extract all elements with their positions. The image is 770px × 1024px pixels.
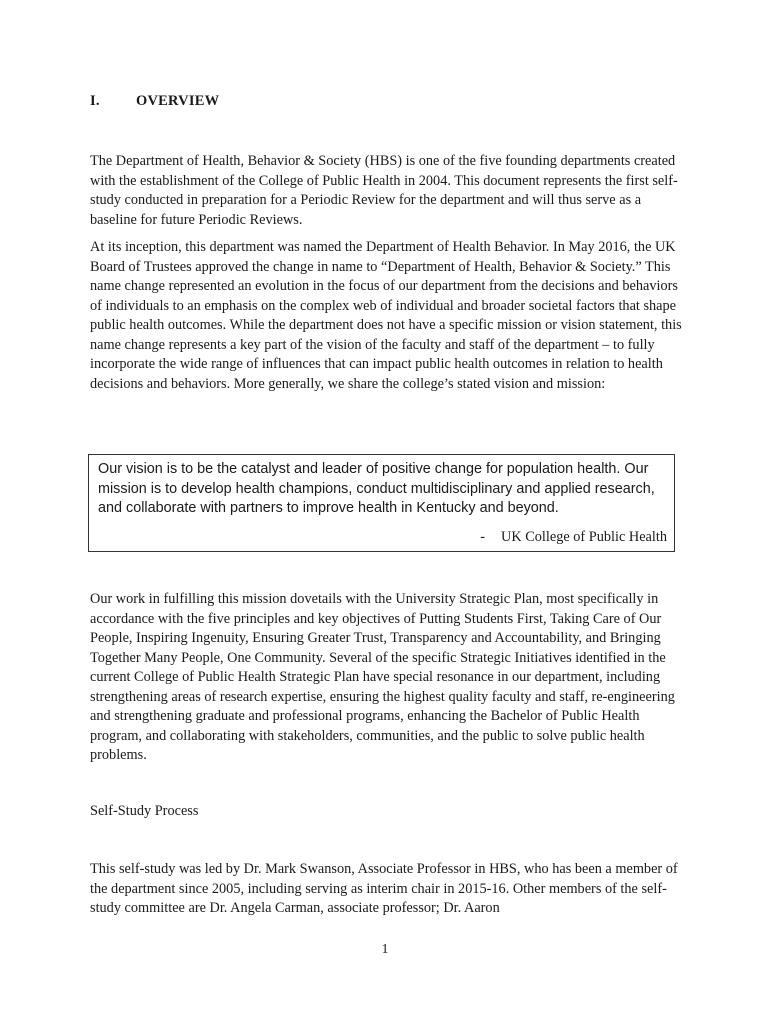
strategic-plan-paragraph: Our work in fulfilling this mission dovetails with the University Strategic Plan, most specifically in accordance with the five principles and key objectives of Putting Students First, Taking Care of Our People, Inspiring Ingenuity, Ensuring Greater Trust, Transparency and Accountability, and Bringing Together Many People, One Community. Several of the specific Strategic Initiatives identified in the current College of Public Health Strategic Plan have special resonance in our department, including strengthening areas of research expertise, ensuring the highest quality faculty and staff, re-engineering and strengthening graduate and professional programs, enhancing the Bachelor of Public Health program, and collaborating with stakeholders, communities, and the public to solve public health problems. — [90, 591, 675, 763]
section-heading — [90, 93, 219, 110]
page-number: 1 — [381, 942, 389, 957]
attribution-source: UK College of Public Health — [501, 529, 667, 545]
intro-paragraph: The Department of Health, Behavior & Society (HBS) is one of the five founding departments created with the establishment of the College of Public Health in 2004. This document represents the first self-study conducted in preparation for a Periodic Review for the department and will thus serve as a baseline for future Periodic Reviews. — [90, 153, 678, 228]
name-change-paragraph: At its inception, this department was named the Department of Health Behavior. In May 2016, the UK Board of Trustees approved the change in name to “Department of Health, Behavior & Society.” This name change represented an evolution in the focus of our department from the decisions and behaviors of individuals to an emphasis on the complex web of individual and broader societal factors that shape public health outcomes. While the department does not have a specific mission or vision statement, this name change represents a key part of the vision of the faculty and staff of the department – to fully incorporate the wide range of influences that can impact public health outcomes in relation to health decisions and behaviors. More generally, we share the college’s stated vision and mission: — [90, 239, 682, 392]
section-title: OVERVIEW — [136, 93, 220, 109]
section-number: I. — [90, 93, 100, 109]
self-study-paragraph: This self-study was led by Dr. Mark Swanson, Associate Professor in HBS, who has been a member of the department since 2005, including serving as interim chair in 2015-16. Other members of the self-study committee are Dr. Angela Carman, associate professor; Dr. Aaron — [90, 861, 678, 916]
attribution-dash: - — [480, 529, 486, 545]
self-study-subheading: Self-Study Process — [90, 803, 199, 819]
quote-attribution — [480, 529, 667, 546]
vision-mission-quote-box — [88, 454, 675, 552]
vision-mission-text: Our vision is to be the catalyst and leader of positive change for population health. Our mission is to develop health champions, conduct multidisciplinary and applied research, and collaborate with partners to improve health in Kentucky and beyond. — [98, 461, 655, 517]
